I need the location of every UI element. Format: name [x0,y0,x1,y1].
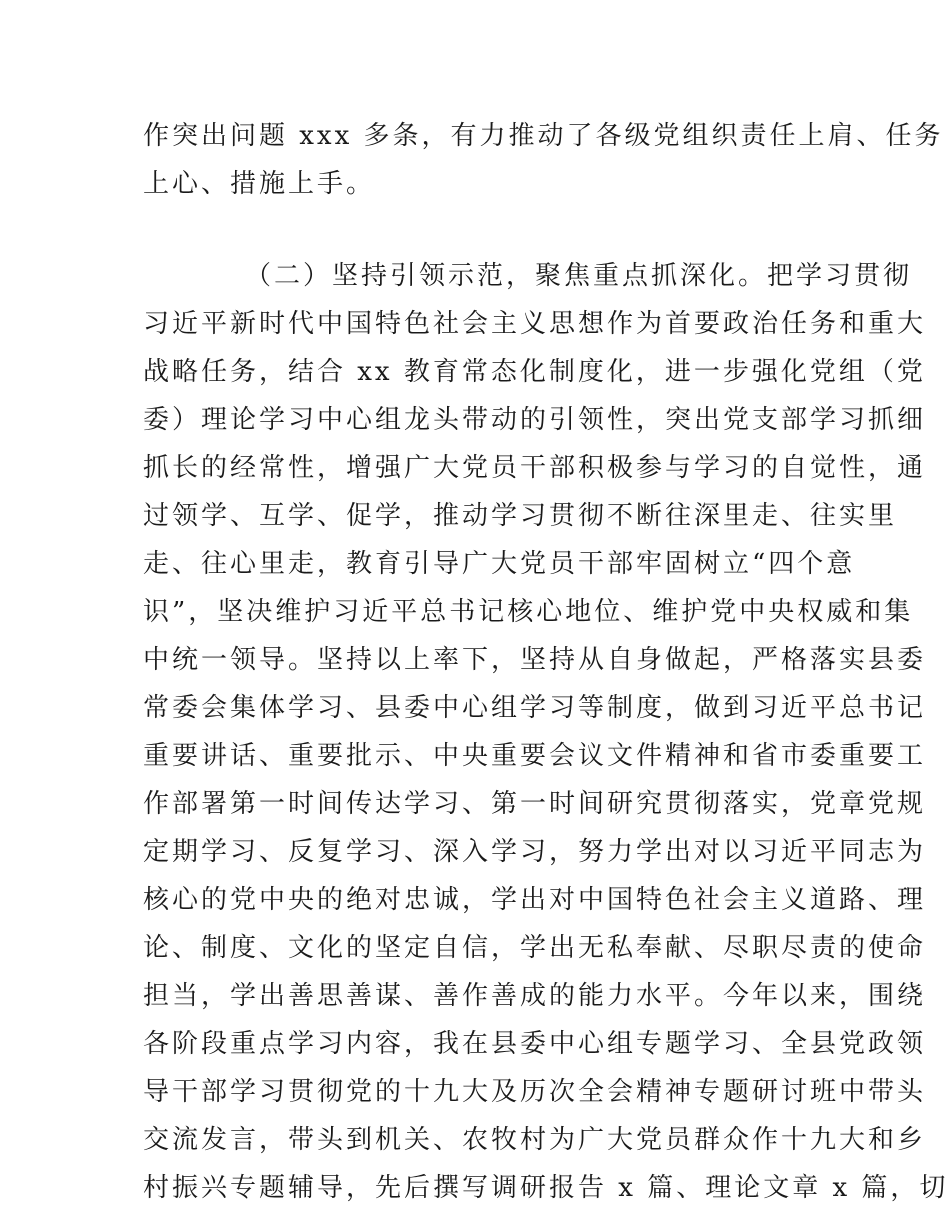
text-line: 战略任务，结合 xx 教育常态化制度化，进一步强化党组（党 [143,357,926,387]
text-line: 抓长的经常性，增强广大党员干部积极参与学习的自觉性，通 [143,453,927,483]
text-line: 上心、措施上手。 [143,169,376,199]
text-line: 走、往心里走，教育引导广大党员干部牢固树立“四个意 [143,549,856,579]
text-line: 村振兴专题辅导，先后撰写调研报告 x 篇、理论文章 x 篇，切 [143,1173,949,1203]
text-line: 核心的党中央的绝对忠诚，学出对中国特色社会主义道路、理 [143,885,927,915]
text-line: 重要讲话、重要批示、中央重要会议文件精神和省市委重要工 [143,741,927,771]
text-line: 各阶段重点学习内容，我在县委中心组专题学习、全县党政领 [143,1029,927,1059]
text-line: 常委会集体学习、县委中心组学习等制度，做到习近平总书记 [143,693,927,723]
text-line: 作突出问题 xxx 多条，有力推动了各级党组织责任上肩、任务 [143,121,944,151]
text-line: 过领学、互学、促学，推动学习贯彻不断往深里走、往实里 [143,501,898,531]
text-line: 交流发言，带头到机关、农牧村为广大党员群众作十九大和乡 [143,1125,927,1155]
text-line: 中统一领导。坚持以上率下，坚持从自身做起，严格落实县委 [143,645,927,675]
text-line: 导干部学习贯彻党的十九大及历次全会精神专题研讨班中带头 [143,1077,927,1107]
text-line: 担当，学出善思善谋、善作善成的能力水平。今年以来，围绕 [143,981,927,1011]
section-heading-line: （二）坚持引领示范，聚焦重点抓深化。把学习贯彻 [245,261,913,291]
text-line: 识”，坚决维护习近平总书记核心地位、维护党中央权威和集 [143,597,914,627]
text-line: 委）理论学习中心组龙头带动的引领性，突出党支部学习抓细 [143,405,927,435]
text-line: 习近平新时代中国特色社会主义思想作为首要政治任务和重大 [143,309,927,339]
text-line: 论、制度、文化的坚定自信，学出无私奉献、尽职尽责的使命 [143,933,927,963]
text-line: 作部署第一时间传达学习、第一时间研究贯彻落实，党章党规 [143,789,927,819]
text-line: 定期学习、反复学习、深入学习，努力学出对以习近平同志为 [143,837,927,867]
